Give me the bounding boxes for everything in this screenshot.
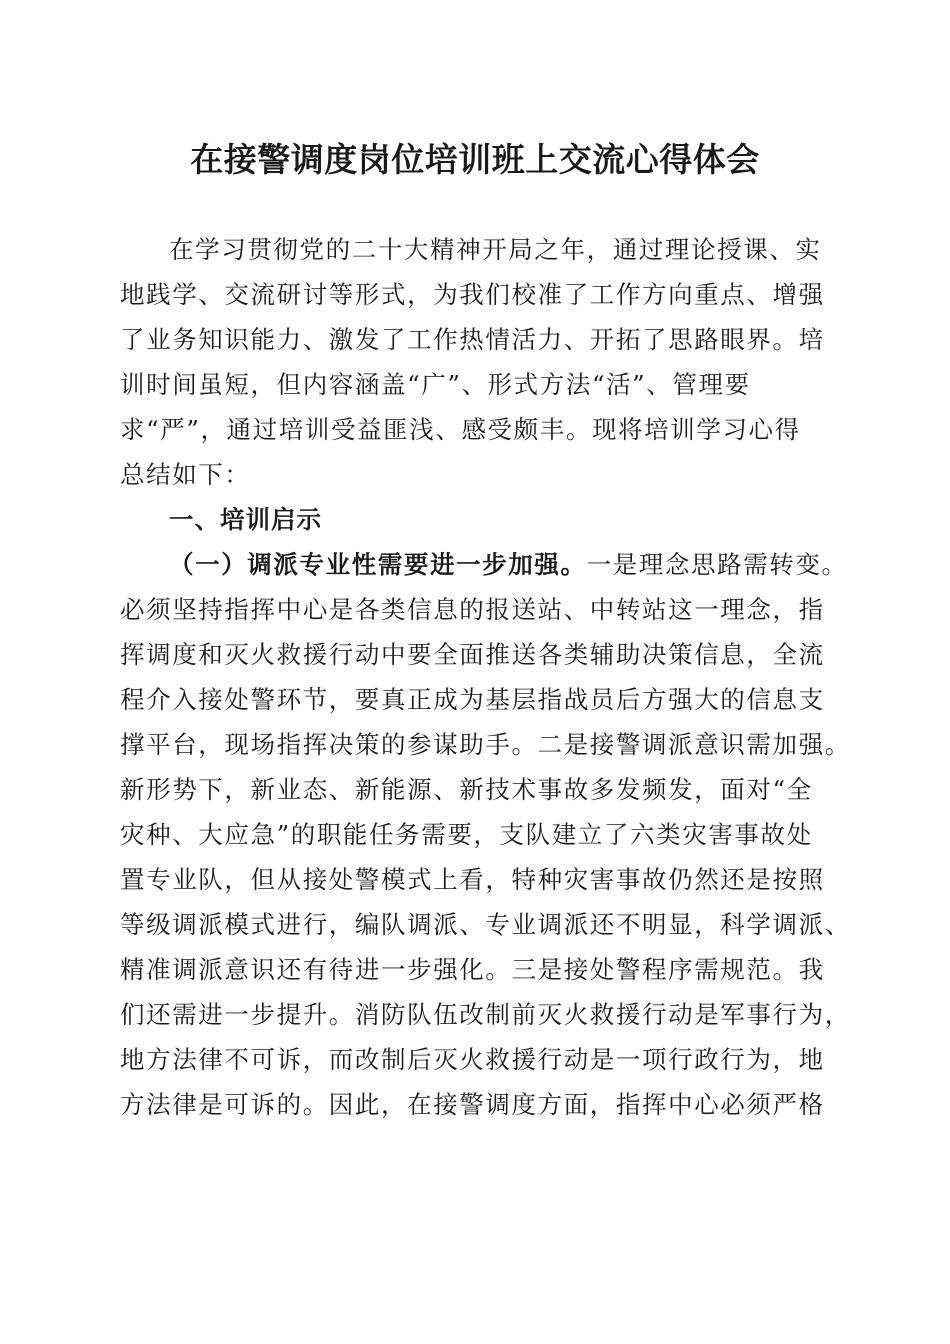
body-line: 必须坚持指挥中心是各类信息的报送站、中转站这一理念，指 bbox=[120, 595, 825, 624]
body-line: 置专业队，但从接处警模式上看，特种灾害事故仍然还是按照 bbox=[120, 865, 825, 894]
subsection-first-line bbox=[169, 542, 909, 587]
body-line: 撑平台，现场指挥决策的参谋助手。二是接警调派意识需加强。 bbox=[120, 730, 851, 759]
intro-line: 地践学、交流研讨等形式，为我们校准了工作方向重点、增强 bbox=[120, 280, 825, 309]
section-heading: 一、培训启示 bbox=[169, 505, 322, 534]
intro-line: 求“严”，通过培训受益匪浅、感受颇丰。现将培训学习心得 bbox=[120, 415, 801, 444]
intro-line: 训时间虽短，但内容涵盖“广”、形式方法“活”、管理要 bbox=[120, 370, 751, 399]
document-title: 在接警调度岗位培训班上交流心得体会 bbox=[190, 140, 760, 179]
subsection-first-line-text: 一是理念思路需转变。 bbox=[586, 550, 848, 579]
intro-line: 总结如下： bbox=[120, 460, 251, 489]
intro-line: 在学习贯彻党的二十大精神开局之年，通过理论授课、实 bbox=[169, 235, 822, 264]
subsection-heading: （一）调派专业性需要进一步加强。 bbox=[169, 550, 587, 579]
body-line: 挥调度和灭火救援行动中要全面推送各类辅助决策信息，全流 bbox=[120, 640, 825, 669]
body-line: 灾种、大应急”的职能任务需要，支队建立了六类灾害事故处 bbox=[120, 820, 813, 849]
body-line: 精准调派意识还有待进一步强化。三是接处警程序需规范。我 bbox=[120, 955, 825, 984]
body-line: 方法律是可诉的。因此，在接警调度方面，指挥中心必须严格 bbox=[120, 1090, 825, 1119]
body-line: 等级调派模式进行，编队调派、专业调派还不明显，科学调派、 bbox=[120, 910, 851, 939]
body-line: 们还需进一步提升。消防队伍改制前灭火救援行动是军事行为， bbox=[120, 1000, 851, 1029]
body-line: 新形势下，新业态、新能源、新技术事故多发频发，面对“全 bbox=[120, 775, 813, 804]
body-line: 程介入接处警环节，要真正成为基层指战员后方强大的信息支 bbox=[120, 685, 825, 714]
intro-line: 了业务知识能力、激发了工作热情活力、开拓了思路眼界。培 bbox=[120, 325, 825, 354]
body-line: 地方法律不可诉，而改制后灭火救援行动是一项行政行为，地 bbox=[120, 1045, 825, 1074]
